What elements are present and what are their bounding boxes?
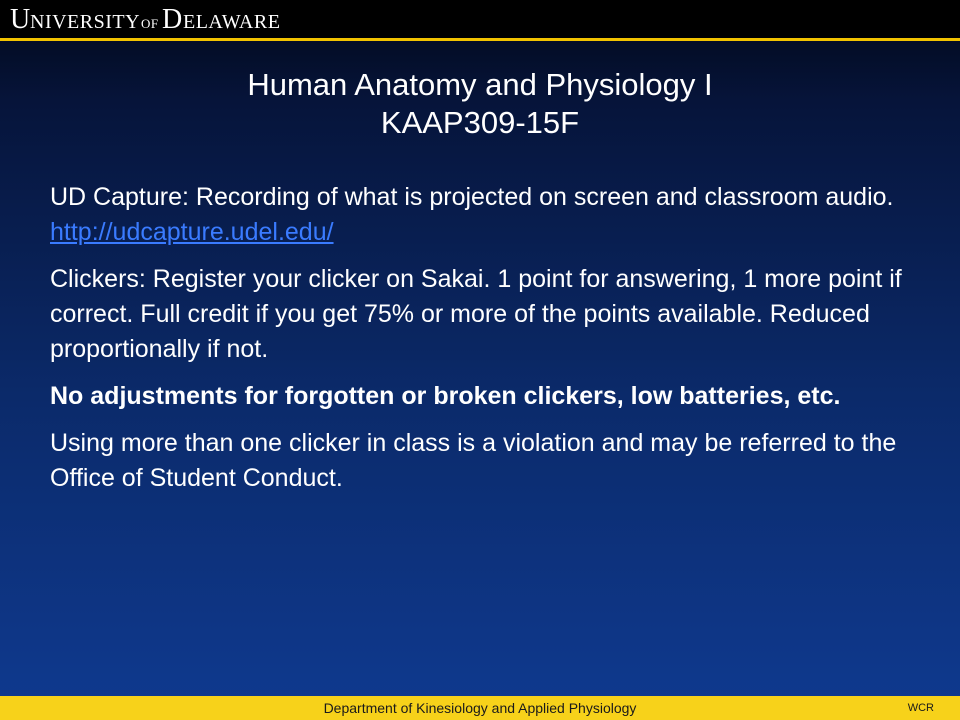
- svg-text:D: D: [162, 4, 183, 35]
- paragraph-no-adjustments: No adjustments for forgotten or broken clickers, low batteries, etc.: [50, 382, 841, 410]
- title-line-1: Human Anatomy and Physiology I: [247, 67, 713, 102]
- header-gold-rule: [0, 38, 960, 41]
- university-logo: [10, 4, 281, 35]
- footer-bar: [0, 696, 960, 720]
- udcapture-link[interactable]: http://udcapture.udel.edu/: [50, 218, 334, 246]
- svg-text:ELAWARE: ELAWARE: [183, 11, 281, 33]
- paragraph-violation: Using more than one clicker in class is a violation and may be referred to the Office of Student Conduct.: [50, 429, 897, 492]
- svg-text:U: U: [10, 4, 31, 35]
- footer-initials: WCR: [907, 702, 934, 714]
- header-bar: [0, 0, 960, 38]
- svg-text:NIVERSITY: NIVERSITY: [30, 11, 141, 33]
- svg-text:OF: OF: [141, 16, 159, 31]
- slide-body: [50, 180, 910, 508]
- paragraph-clickers: Clickers: Register your clicker on Sakai. 1 point for answering, 1 more point if correct. Full credit if you get 75% or more of the points available. Reduced proportionally if not.: [50, 265, 902, 363]
- footer-department: Department of Kinesiology and Applied Physiology: [323, 700, 637, 716]
- ud-capture-text: UD Capture: Recording of what is projected on screen and classroom audio.: [50, 183, 894, 211]
- title-line-2: KAAP309-15F: [380, 105, 580, 140]
- paragraph-ud-capture: [50, 180, 910, 250]
- slide-title: [0, 66, 960, 142]
- university-logo-wordmark: [10, 4, 281, 35]
